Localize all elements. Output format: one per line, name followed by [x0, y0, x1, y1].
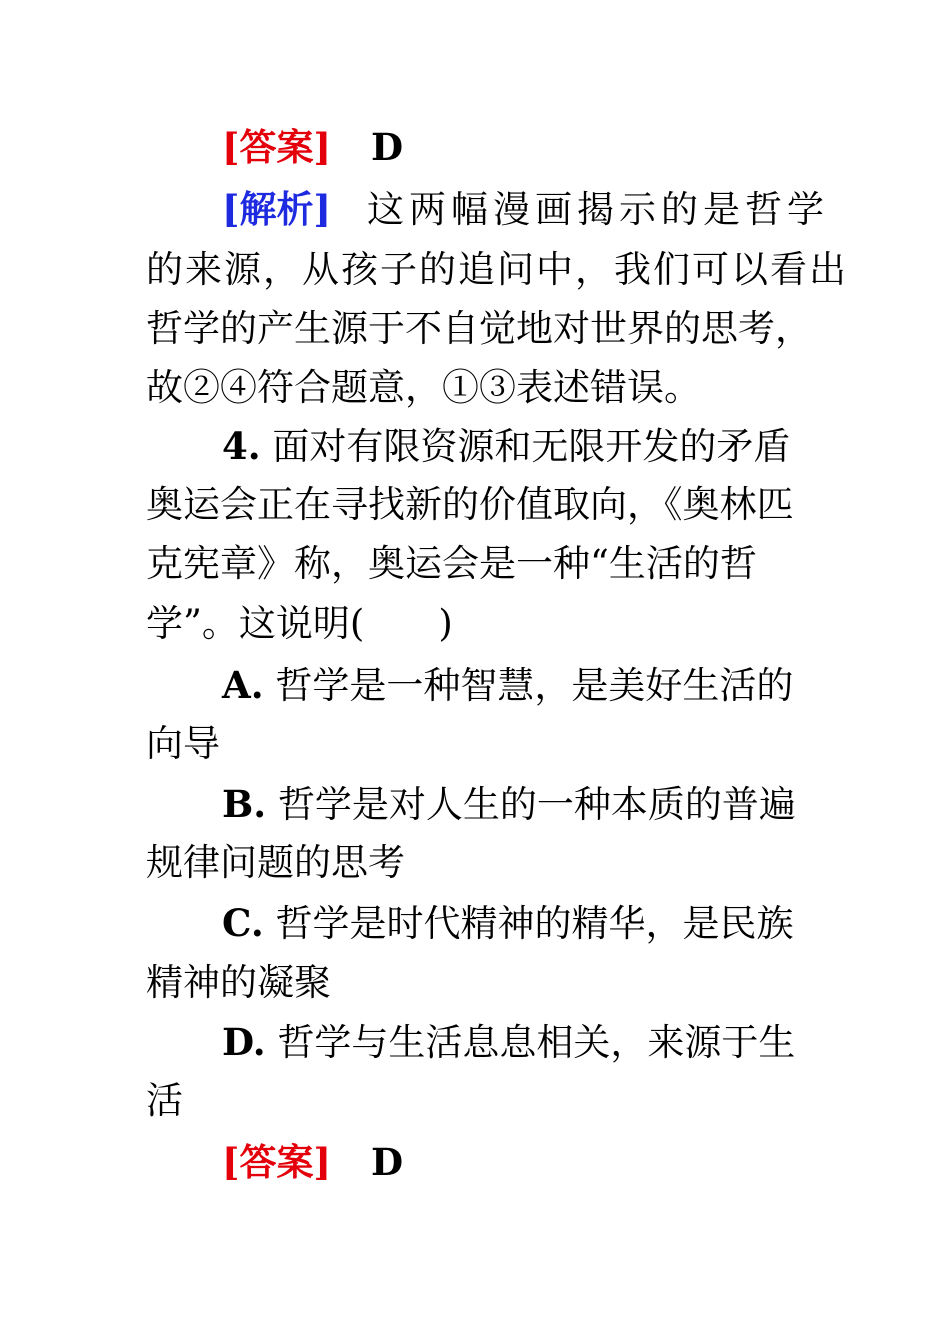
analysis-tag: [解析] — [222, 187, 332, 231]
answer-line — [222, 1139, 892, 1186]
answer-tag: [答案] — [222, 125, 332, 169]
option-letter: B — [222, 782, 254, 826]
option-a-cont: 向导 — [146, 722, 220, 765]
option-text: 哲学是一种智慧，是美好生活的 — [275, 664, 794, 707]
option-d-cont: 活 — [146, 1079, 183, 1122]
option-text: 哲学与生活息息相关，来源于生 — [277, 1021, 796, 1064]
question-line-4: 学”。这说明( ) — [146, 602, 453, 645]
option-letter: C — [222, 901, 251, 945]
question-line-2: 奥运会正在寻找新的价值取向，《奥林匹 — [146, 483, 794, 526]
option-c-cont: 精神的凝聚 — [146, 961, 331, 1004]
question-number: 4 — [222, 424, 248, 468]
question-line-3: 克宪章》称，奥运会是一种“生活的哲 — [146, 542, 757, 585]
question-line-1: 4. 面对有限资源和无限开发的矛盾 — [222, 424, 791, 468]
option-letter: D — [222, 1020, 253, 1064]
option-text: 哲学是时代精神的精华，是民族 — [275, 902, 794, 945]
analysis-text-1: 这两幅漫画揭示的是哲学 — [367, 188, 830, 231]
option-a: A. 哲学是一种智慧，是美好生活的 — [222, 663, 794, 707]
option-b: B. 哲学是对人生的一种本质的普遍 — [222, 782, 796, 826]
answer-line — [222, 124, 892, 171]
question-text-1: 面对有限资源和无限开发的矛盾 — [272, 425, 791, 468]
analysis-line-2: 的来源，从孩子的追问中，我们可以看出 — [146, 248, 848, 291]
option-text: 哲学是对人生的一种本质的普遍 — [277, 783, 796, 826]
analysis-line-3: 哲学的产生源于不自觉地对世界的思考， — [146, 307, 812, 350]
option-letter: A — [222, 663, 251, 707]
analysis-line-1 — [222, 186, 830, 233]
answer-tag: [答案] — [222, 1140, 332, 1184]
answer-value: D — [371, 125, 404, 169]
option-d: D. 哲学与生活息息相关，来源于生 — [222, 1020, 796, 1064]
option-c: C. 哲学是时代精神的精华，是民族 — [222, 901, 794, 945]
analysis-line-4: 故②④符合题意，①③表述错误。 — [146, 366, 701, 409]
answer-value: D — [371, 1140, 404, 1184]
option-b-cont: 规律问题的思考 — [146, 841, 405, 884]
